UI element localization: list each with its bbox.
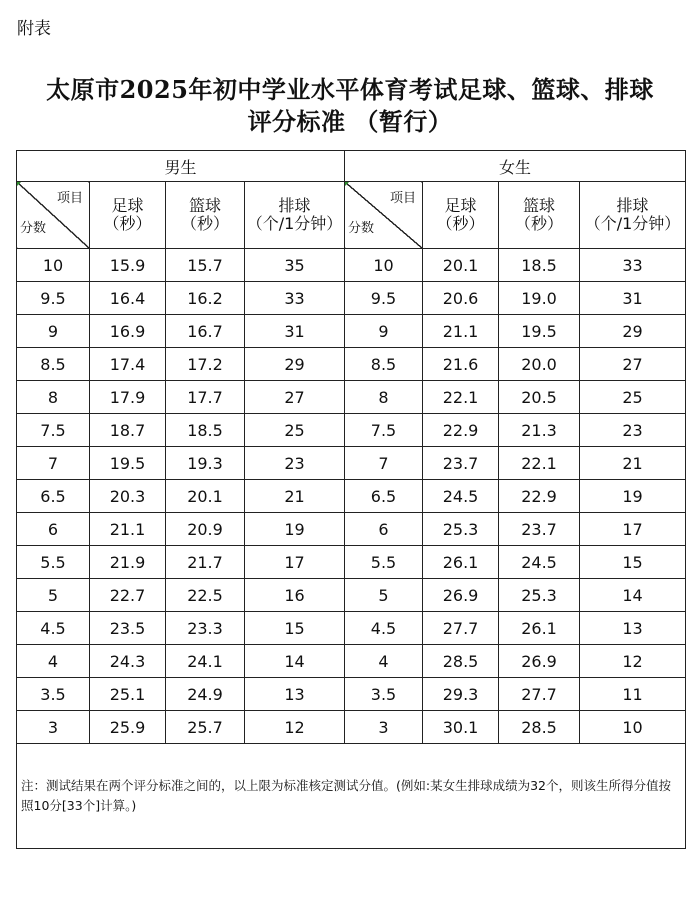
female-football-cell: 28.5 (423, 645, 499, 678)
male-score-cell: 9 (17, 315, 90, 348)
male-basketball-cell: 16.7 (166, 315, 245, 348)
female-score-cell: 8.5 (345, 348, 423, 381)
male-basketball-cell: 23.3 (166, 612, 245, 645)
female-volleyball-cell: 11 (580, 678, 686, 711)
female-header: 女生 (345, 151, 686, 182)
female-volleyball-cell: 10 (580, 711, 686, 744)
corner-item-label: 项目 (390, 191, 417, 206)
female-volleyball-cell: 25 (580, 381, 686, 414)
male-basketball-cell: 24.1 (166, 645, 245, 678)
female-basketball-cell: 27.7 (499, 678, 580, 711)
male-football-cell: 17.4 (90, 348, 166, 381)
football-unit: （秒） (436, 214, 485, 233)
female-basketball-cell: 22.9 (499, 480, 580, 513)
basketball-unit: （秒） (180, 214, 229, 233)
male-football-cell: 16.9 (90, 315, 166, 348)
female-volleyball-cell: 14 (580, 579, 686, 612)
female-football-cell: 24.5 (423, 480, 499, 513)
male-football-cell: 23.5 (90, 612, 166, 645)
male-corner-header (17, 182, 90, 249)
table-row (17, 711, 686, 744)
male-football-cell: 25.9 (90, 711, 166, 744)
male-volleyball-cell: 21 (245, 480, 345, 513)
female-volleyball-cell: 27 (580, 348, 686, 381)
male-basketball-cell: 17.2 (166, 348, 245, 381)
table-row (17, 480, 686, 513)
annex-label: 附表 (17, 19, 51, 39)
female-volleyball-cell: 31 (580, 282, 686, 315)
note-row (17, 744, 686, 849)
corner-mark (17, 182, 21, 186)
table-row (17, 645, 686, 678)
male-score-cell: 10 (17, 249, 90, 282)
table-row (17, 546, 686, 579)
female-football-cell: 26.1 (423, 546, 499, 579)
female-football-cell: 23.7 (423, 447, 499, 480)
female-volleyball-cell: 17 (580, 513, 686, 546)
footnote: 注：测试结果在两个评分标准之间的，以上限为标准核定测试分值。(例如:某女生排球成绩为32个，则该生所得分值按照10分[33个]计算。) (17, 744, 686, 849)
female-basketball-header (499, 182, 580, 249)
female-football-cell: 22.1 (423, 381, 499, 414)
male-football-cell: 16.4 (90, 282, 166, 315)
female-score-cell: 8 (345, 381, 423, 414)
male-football-cell: 21.9 (90, 546, 166, 579)
female-volleyball-cell: 21 (580, 447, 686, 480)
female-volleyball-cell: 13 (580, 612, 686, 645)
table-row (17, 249, 686, 282)
male-volleyball-header (245, 182, 345, 249)
male-header: 男生 (17, 151, 345, 182)
female-football-cell: 22.9 (423, 414, 499, 447)
female-football-cell: 27.7 (423, 612, 499, 645)
female-score-cell: 9.5 (345, 282, 423, 315)
male-football-header (90, 182, 166, 249)
male-volleyball-cell: 19 (245, 513, 345, 546)
table-row (17, 414, 686, 447)
male-volleyball-cell: 14 (245, 645, 345, 678)
page-title-line1: 太原市2025年初中学业水平体育考试足球、篮球、排球 (46, 75, 654, 104)
female-football-cell: 21.1 (423, 315, 499, 348)
basketball-label: 篮球 (188, 196, 221, 215)
male-football-cell: 17.9 (90, 381, 166, 414)
male-score-cell: 5.5 (17, 546, 90, 579)
male-score-cell: 8.5 (17, 348, 90, 381)
female-basketball-cell: 18.5 (499, 249, 580, 282)
male-basketball-cell: 21.7 (166, 546, 245, 579)
male-basketball-cell: 16.2 (166, 282, 245, 315)
table-row (17, 513, 686, 546)
female-score-cell: 7.5 (345, 414, 423, 447)
female-score-cell: 3.5 (345, 678, 423, 711)
table-row (17, 579, 686, 612)
female-score-cell: 4.5 (345, 612, 423, 645)
scoring-table (16, 150, 686, 849)
male-football-cell: 20.3 (90, 480, 166, 513)
female-basketball-cell: 20.0 (499, 348, 580, 381)
table-row (17, 282, 686, 315)
volleyball-unit: （个/1分钟） (584, 214, 681, 233)
female-volleyball-header (580, 182, 686, 249)
male-score-cell: 6.5 (17, 480, 90, 513)
male-football-cell: 18.7 (90, 414, 166, 447)
male-football-cell: 19.5 (90, 447, 166, 480)
female-basketball-cell: 26.1 (499, 612, 580, 645)
volleyball-label: 排球 (616, 196, 649, 215)
table-row (17, 381, 686, 414)
female-volleyball-cell: 33 (580, 249, 686, 282)
female-score-cell: 5.5 (345, 546, 423, 579)
corner-score-label: 分数 (20, 221, 47, 236)
female-score-cell: 4 (345, 645, 423, 678)
male-basketball-cell: 18.5 (166, 414, 245, 447)
female-score-cell: 6 (345, 513, 423, 546)
male-volleyball-cell: 31 (245, 315, 345, 348)
female-football-cell: 25.3 (423, 513, 499, 546)
female-basketball-cell: 24.5 (499, 546, 580, 579)
female-volleyball-cell: 19 (580, 480, 686, 513)
female-football-cell: 30.1 (423, 711, 499, 744)
female-basketball-cell: 20.5 (499, 381, 580, 414)
male-basketball-cell: 17.7 (166, 381, 245, 414)
basketball-unit: （秒） (515, 214, 564, 233)
table-row (17, 447, 686, 480)
male-football-cell: 15.9 (90, 249, 166, 282)
corner-item-label: 项目 (56, 191, 83, 206)
female-football-cell: 26.9 (423, 579, 499, 612)
male-football-cell: 25.1 (90, 678, 166, 711)
male-score-cell: 3.5 (17, 678, 90, 711)
female-basketball-cell: 26.9 (499, 645, 580, 678)
male-volleyball-cell: 15 (245, 612, 345, 645)
male-score-cell: 5 (17, 579, 90, 612)
gender-header-row (17, 151, 686, 182)
volleyball-unit: （个/1分钟） (246, 214, 343, 233)
female-volleyball-cell: 29 (580, 315, 686, 348)
football-label: 足球 (111, 196, 144, 215)
corner-score-label: 分数 (348, 221, 375, 236)
volleyball-label: 排球 (278, 196, 311, 215)
table-row (17, 678, 686, 711)
male-score-cell: 3 (17, 711, 90, 744)
female-corner-header (345, 182, 423, 249)
male-score-cell: 8 (17, 381, 90, 414)
male-volleyball-cell: 17 (245, 546, 345, 579)
male-volleyball-cell: 12 (245, 711, 345, 744)
female-football-cell: 29.3 (423, 678, 499, 711)
male-score-cell: 4 (17, 645, 90, 678)
female-score-cell: 3 (345, 711, 423, 744)
column-header-row (17, 182, 686, 249)
football-unit: （秒） (103, 214, 152, 233)
page-title-line2: 评分标准 （暂行） (247, 107, 453, 136)
male-basketball-header (166, 182, 245, 249)
female-football-cell: 21.6 (423, 348, 499, 381)
female-score-cell: 6.5 (345, 480, 423, 513)
female-volleyball-cell: 23 (580, 414, 686, 447)
male-volleyball-cell: 27 (245, 381, 345, 414)
female-basketball-cell: 19.5 (499, 315, 580, 348)
female-football-cell: 20.1 (423, 249, 499, 282)
female-volleyball-cell: 15 (580, 546, 686, 579)
male-score-cell: 4.5 (17, 612, 90, 645)
male-volleyball-cell: 29 (245, 348, 345, 381)
male-basketball-cell: 20.9 (166, 513, 245, 546)
male-score-cell: 6 (17, 513, 90, 546)
male-score-cell: 7.5 (17, 414, 90, 447)
male-volleyball-cell: 33 (245, 282, 345, 315)
male-basketball-cell: 24.9 (166, 678, 245, 711)
female-volleyball-cell: 12 (580, 645, 686, 678)
male-volleyball-cell: 23 (245, 447, 345, 480)
female-score-cell: 7 (345, 447, 423, 480)
female-basketball-cell: 25.3 (499, 579, 580, 612)
male-basketball-cell: 22.5 (166, 579, 245, 612)
male-basketball-cell: 20.1 (166, 480, 245, 513)
female-basketball-cell: 22.1 (499, 447, 580, 480)
male-volleyball-cell: 16 (245, 579, 345, 612)
female-basketball-cell: 28.5 (499, 711, 580, 744)
table-row (17, 348, 686, 381)
male-basketball-cell: 19.3 (166, 447, 245, 480)
male-volleyball-cell: 35 (245, 249, 345, 282)
male-football-cell: 22.7 (90, 579, 166, 612)
female-basketball-cell: 23.7 (499, 513, 580, 546)
female-football-cell: 20.6 (423, 282, 499, 315)
male-volleyball-cell: 13 (245, 678, 345, 711)
female-football-header (423, 182, 499, 249)
female-score-cell: 10 (345, 249, 423, 282)
female-basketball-cell: 19.0 (499, 282, 580, 315)
male-volleyball-cell: 25 (245, 414, 345, 447)
table-row (17, 315, 686, 348)
football-label: 足球 (444, 196, 477, 215)
female-score-cell: 9 (345, 315, 423, 348)
corner-mark (345, 182, 349, 186)
male-basketball-cell: 25.7 (166, 711, 245, 744)
female-basketball-cell: 21.3 (499, 414, 580, 447)
table-row (17, 612, 686, 645)
male-football-cell: 24.3 (90, 645, 166, 678)
basketball-label: 篮球 (523, 196, 556, 215)
male-score-cell: 9.5 (17, 282, 90, 315)
male-football-cell: 21.1 (90, 513, 166, 546)
male-basketball-cell: 15.7 (166, 249, 245, 282)
female-score-cell: 5 (345, 579, 423, 612)
male-score-cell: 7 (17, 447, 90, 480)
